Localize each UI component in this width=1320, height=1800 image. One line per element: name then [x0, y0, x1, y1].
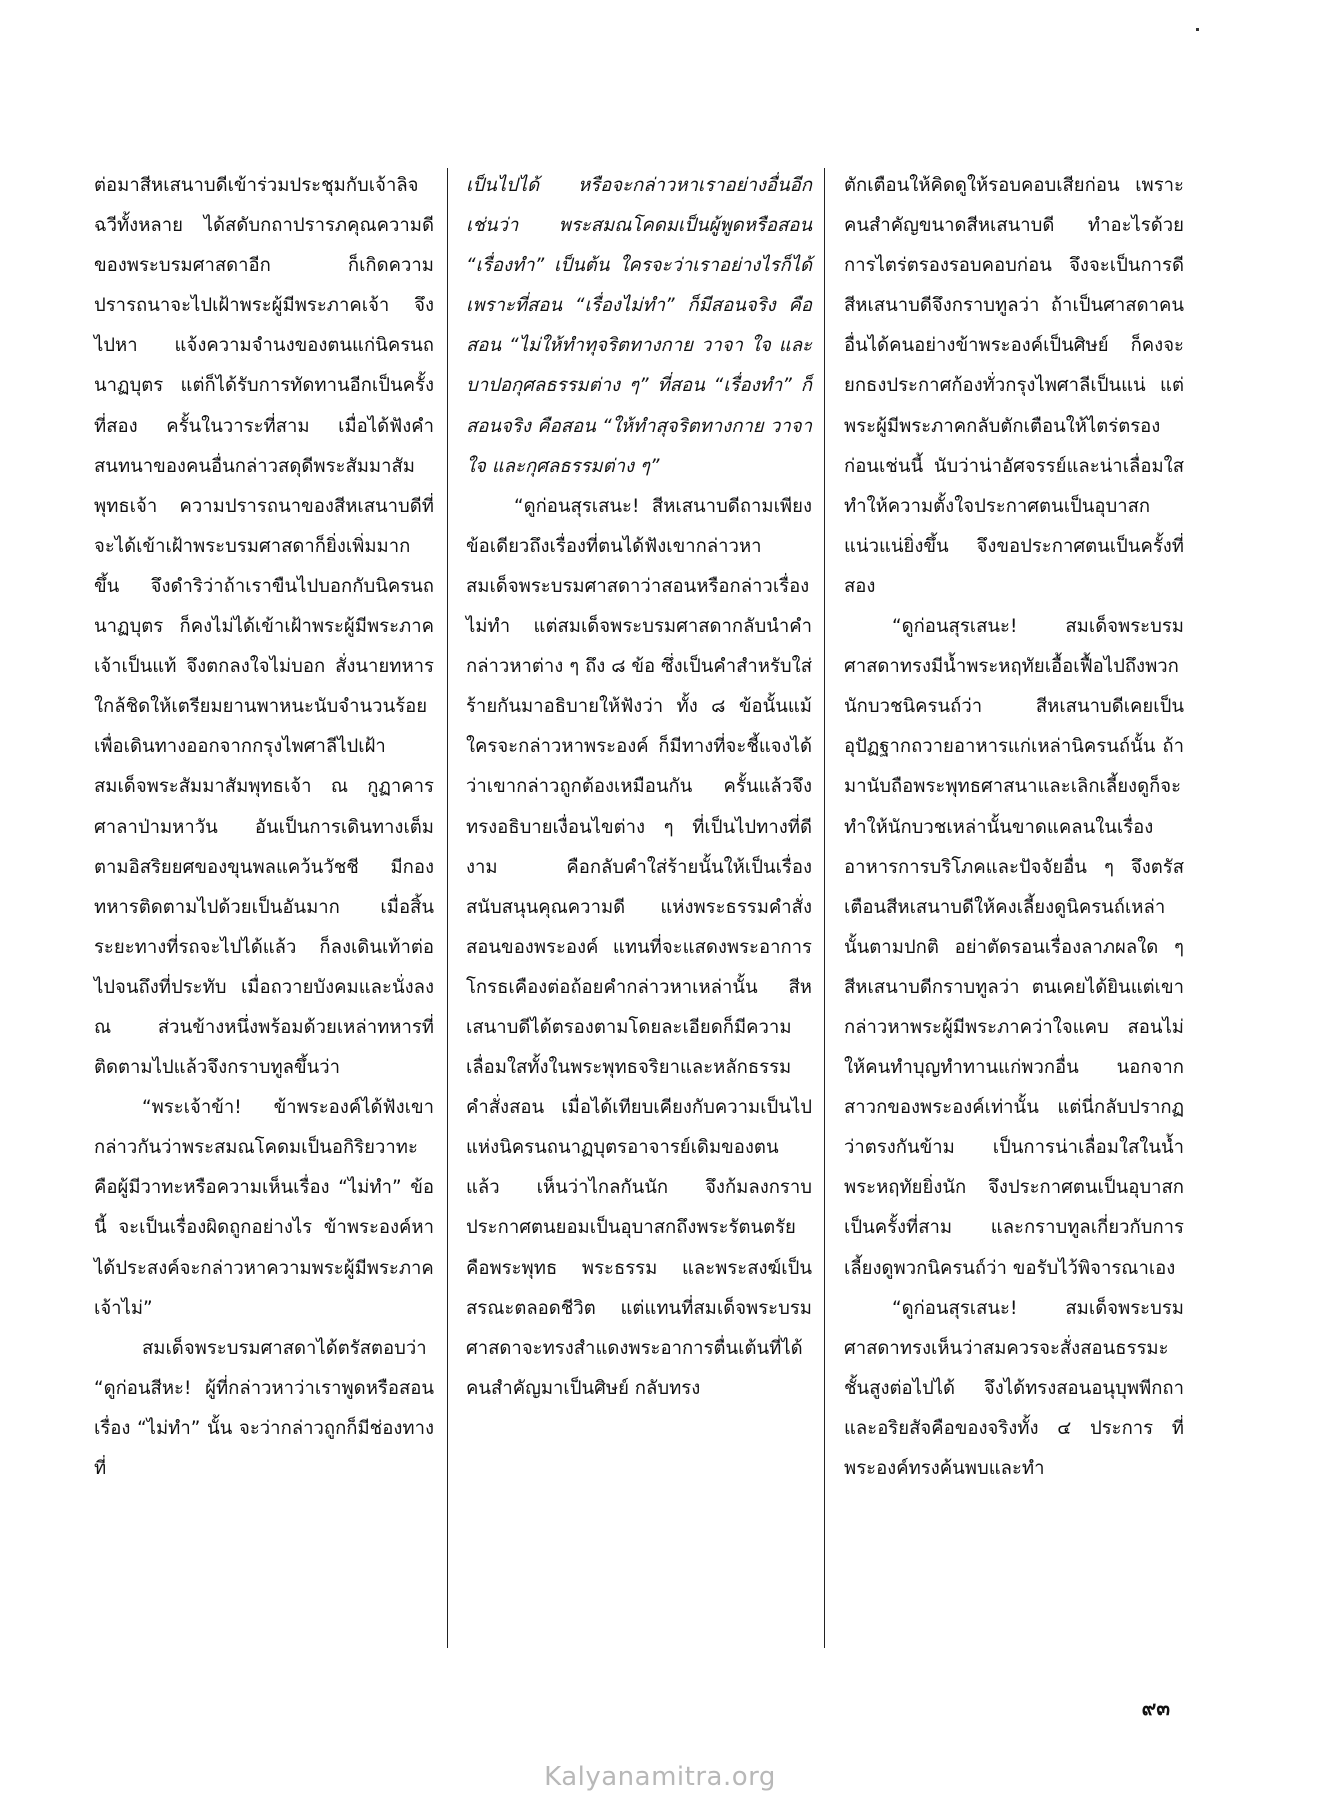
scan-speck [1196, 28, 1199, 31]
paragraph: เป็นไปได้ หรือจะกล่าวหาเราอย่างอื่นอีก เช่นว่า พระสมณโคดมเป็นผู้พูดหรือสอน “เรื่องทำ” เป็นต้น ใครจะว่าเราอย่างไรก็ได้ เพราะที่สอน “เรื่องไม่ทำ” ก็มีสอนจริง คือสอน “ไม่ให้ทำทุจริตทางกาย วาจา ใจ และบาปอกุศลธรรมต่าง ๆ” ที่สอน “เรื่องทำ” ก็สอนจริง คือสอน “ให้ทำสุจริตทางกาย วาจา ใจ และกุศลธรรมต่าง ๆ” [466, 175, 812, 477]
paragraph: “ดูก่อนสุรเสนะ! สีหเสนาบดีถามเพียงข้อเดียวถึงเรื่องที่ตนได้ฟังเขากล่าวหาสมเด็จพระบรมศาสดาว่าสอนหรือกล่าวเรื่อง ไม่ทำ แต่สมเด็จพระบรมศาสดากลับนำคำกล่าวหาต่าง ๆ ถึง ๘ ข้อ ซึ่งเป็นคำสำหรับใส่ร้ายกันมาอธิบายให้ฟังว่า ทั้ง ๘ ข้อนั้นแม้ใครจะกล่าวหาพระองค์ ก็มีทางที่จะชี้แจงได้ว่าเขากล่าวถูกต้องเหมือนกัน ครั้นแล้วจึงทรงอธิบายเงื่อนไขต่าง ๆ ที่เป็นไปทางที่ดีงาม คือกลับคำใส่ร้ายนั้นให้เป็นเรื่องสนับสนุนคุณความดี แห่งพระธรรมคำสั่งสอนของพระองค์ แทนที่จะแสดงพระอาการโกรธเคืองต่อถ้อยคำกล่าวหาเหล่านั้น สีหเสนาบดีได้ตรองตามโดยละเอียดก็มีความเลื่อมใสทั้งในพระพุทธจริยาและหลักธรรมคำสั่งสอน เมื่อได้เทียบเคียงกับความเป็นไปแห่งนิครนถนาฏบุตรอาจารย์เดิมของตนแล้ว เห็นว่าไกลกันนัก จึงก้มลงกราบประกาศตนยอมเป็นอุบาสกถึงพระรัตนตรัย คือพระพุทธ พระธรรม และพระสงฆ์เป็นสรณะตลอดชีวิต แต่แทนที่สมเด็จพระบรมศาสดาจะทรงสำแดงพระอาการตื่นเต้นที่ได้คนสำคัญมาเป็นศิษย์ กลับทรง [466, 495, 812, 1399]
column-divider [824, 168, 825, 1648]
paragraph: “ดูก่อนสุรเสนะ! สมเด็จพระบรมศาสดาทรงเห็นว่าสมควรจะสั่งสอนธรรมะชั้นสูงต่อไปได้ จึงได้ทรงสอนอนุบุพพีกถา และอริยสัจคือของจริงทั้ง ๔ ประการ ที่พระองค์ทรงค้นพบและทำ [844, 1297, 1184, 1479]
paragraph: ต่อมาสีหเสนาบดีเข้าร่วมประชุมกับเจ้าลิจฉวีทั้งหลาย ได้สดับกถาปรารภคุณความดีของพระบรมศาสดาอีก ก็เกิดความปรารถนาจะไปเฝ้าพระผู้มีพระภาคเจ้า จึงไปหา แจ้งความจำนงของตนแก่นิครนถนาฏบุตร แต่ก็ได้รับการทัดทานอีกเป็นครั้งที่สอง ครั้นในวาระที่สาม เมื่อได้ฟังคำสนทนาของคนอื่นกล่าวสดุดีพระสัมมาสัมพุทธเจ้า ความปรารถนาของสีหเสนาบดีที่จะได้เข้าเฝ้าพระบรมศาสดาก็ยิ่งเพิ่มมากขึ้น จึงดำริว่าถ้าเราขืนไปบอกกับนิครนถนาฏบุตร ก็คงไม่ได้เข้าเฝ้าพระผู้มีพระภาคเจ้าเป็นแท้ จึงตกลงใจไม่บอก สั่งนายทหารใกล้ชิดให้เตรียมยานพาหนะนับจำนวนร้อย เพื่อเดินทางออกจากกรุงไพศาลีไปเฝ้าสมเด็จพระสัมมาสัมพุทธเจ้า ณ กูฏาคารศาลาป่ามหาวัน อันเป็นการเดินทางเต็มตามอิสริยยศของขุนพลแคว้นวัชชี มีกองทหารติดตามไปด้วยเป็นอันมาก เมื่อสิ้นระยะทางที่รถจะไปได้แล้ว ก็ลงเดินเท้าต่อไปจนถึงที่ประทับ เมื่อถวายบังคมและนั่งลง ณ ส่วนข้างหนึ่งพร้อมด้วยเหล่าทหารที่ติดตามไปแล้วจึงกราบทูลขึ้นว่า [94, 175, 434, 1079]
text-column-middle [466, 166, 812, 1409]
footer-watermark: Kalyanamitra.org [544, 1762, 776, 1792]
page-number: ๙๓ [1141, 1696, 1170, 1720]
paragraph: สมเด็จพระบรมศาสดาได้ตรัสตอบว่า “ดูก่อนสีหะ! ผู้ที่กล่าวหาว่าเราพูดหรือสอนเรื่อง “ไม่ทำ” นั้น จะว่ากล่าวถูกก็มีช่องทางที่ [94, 1337, 434, 1479]
paragraph: “ดูก่อนสุรเสนะ! สมเด็จพระบรมศาสดาทรงมีน้ำพระหฤทัยเอื้อเฟื้อไปถึงพวกนักบวชนิครนถ์ว่า สีหเสนาบดีเคยเป็นอุปัฏฐากถวายอาหารแก่เหล่านิครนถ์นั้น ถ้ามานับถือพระพุทธศาสนาและเลิกเลี้ยงดูก็จะทำให้นักบวชเหล่านั้นขาดแคลนในเรื่องอาหารการบริโภคและปัจจัยอื่น ๆ จึงตรัสเตือนสีหเสนาบดีให้คงเลี้ยงดูนิครนถ์เหล่านั้นตามปกติ อย่าตัดรอนเรื่องลาภผลใด ๆ สีหเสนาบดีกราบทูลว่า ตนเคยได้ยินแต่เขากล่าวหาพระผู้มีพระภาคว่าใจแคบ สอนไม่ให้คนทำบุญทำทานแก่พวกอื่น นอกจากสาวกของพระองค์เท่านั้น แต่นี่กลับปรากฏว่าตรงกันข้าม เป็นการน่าเลื่อมใสในน้ำพระหฤทัยยิ่งนัก จึงประกาศตนเป็นอุบาสก เป็นครั้งที่สาม และกราบทูลเกี่ยวกับการเลี้ยงดูพวกนิครนถ์ว่า ขอรับไว้พิจารณาเอง [844, 616, 1184, 1279]
text-column-left [94, 166, 434, 1489]
paragraph: “พระเจ้าข้า! ข้าพระองค์ได้ฟังเขากล่าวกันว่าพระสมณโคดมเป็นอกิริยวาทะ คือผู้มีวาทะหรือความเห็นเรื่อง “ไม่ทำ” ข้อนี้ จะเป็นเรื่องผิดถูกอย่างไร ข้าพระองค์หาได้ประสงค์จะกล่าวหาความพระผู้มีพระภาคเจ้าไม่” [94, 1097, 434, 1319]
column-divider [447, 168, 448, 1648]
paragraph: ตักเตือนให้คิดดูให้รอบคอบเสียก่อน เพราะคนสำคัญขนาดสีหเสนาบดี ทำอะไรด้วยการไตร่ตรองรอบคอบก่อน จึงจะเป็นการดี สีหเสนาบดีจึงกราบทูลว่า ถ้าเป็นศาสดาคนอื่นได้คนอย่างข้าพระองค์เป็นศิษย์ ก็คงจะยกธงประกาศก้องทั่วกรุงไพศาลีเป็นแน่ แต่พระผู้มีพระภาคกลับตักเตือนให้ไตร่ตรองก่อนเช่นนี้ นับว่าน่าอัศจรรย์และน่าเลื่อมใส ทำให้ความตั้งใจประกาศตนเป็นอุบาสกแน่วแน่ยิ่งขึ้น จึงขอประกาศตนเป็นครั้งที่สอง [844, 175, 1184, 597]
text-column-right [844, 166, 1184, 1489]
